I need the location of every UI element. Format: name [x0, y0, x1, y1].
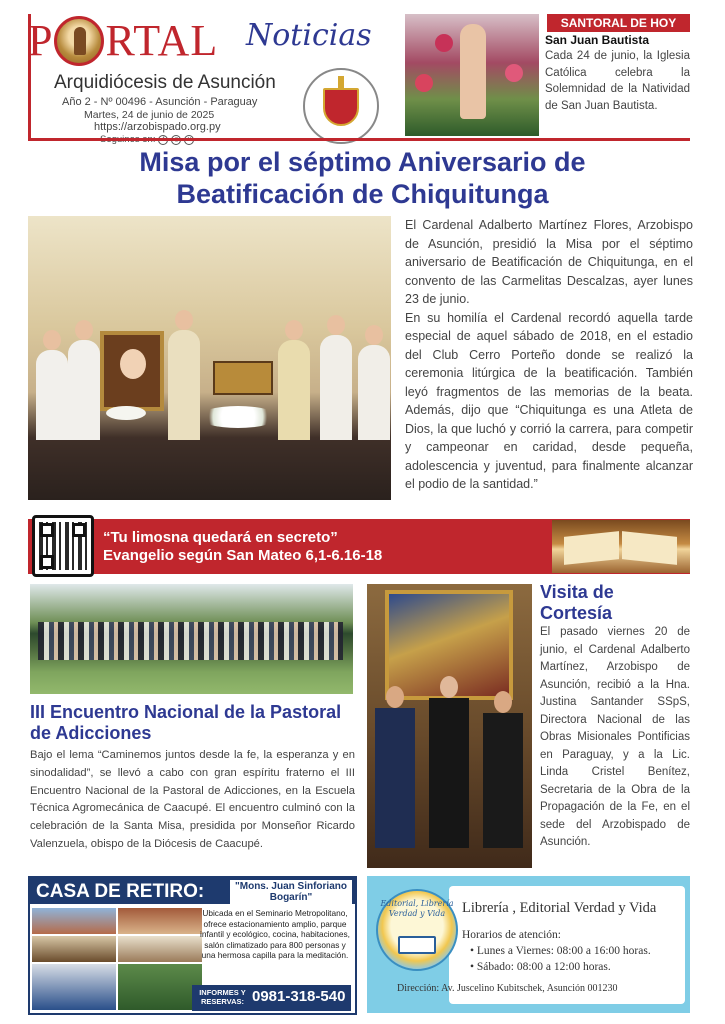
person-figure — [320, 335, 352, 440]
logo-virgin-medallion-icon — [54, 16, 104, 66]
retiro-photo — [118, 936, 202, 962]
person-figure — [36, 350, 68, 440]
person-figure — [68, 340, 100, 440]
santoral-text: Cada 24 de junio, la Iglesia Católica celebra la Solemnidad de la Natividad de San Juan Bautista. — [545, 50, 690, 112]
retiro-description: Ubicada en el Seminario Metropolitano, ofrece estacionamiento amplio, parque infantil y ecológico, cocina, habitaciones, salón climatizado para 800 personas y una hermosa capilla para la meditación. — [200, 908, 350, 960]
retiro-photo — [118, 964, 202, 1010]
person-figure — [358, 345, 390, 440]
retiro-photo — [32, 964, 116, 1010]
crowd-figure — [38, 622, 343, 660]
main-headline[interactable] — [30, 146, 695, 210]
libreria-address: Dirección: Av. Juscelino Kubitschek, Asunción 001230 — [397, 983, 618, 994]
flowers-icon — [106, 406, 146, 420]
open-bible-image — [552, 520, 690, 573]
logo-letters-rtal: RTAL — [105, 16, 219, 65]
issue-date: Martes, 24 de junio de 2025 — [84, 109, 215, 121]
reliquary-icon — [213, 361, 273, 395]
mass-photo — [28, 216, 391, 500]
flower-icon — [415, 74, 433, 92]
libreria-hours-weekdays: • Lunes a Viernes: 08:00 a 16:00 horas. — [470, 945, 651, 957]
logo-script-noticias: Noticias — [246, 18, 372, 53]
website-link[interactable]: https://arzobispado.org.py — [94, 121, 221, 133]
qr-finder-icon — [40, 523, 54, 537]
main-paragraph-2: En su homilía el Cardenal recordó aquella tarde especial de aquel sábado de 2018, en el estadio del Club Cerro Porteño donde se realizó la ceremonia litúrgica de la beatificación. También leyó fragmentos de las memorias de la beata. Además, dijo que “Chiquitunga es una Atleta de Dios, la que luchó y corrió la carrera, para competir y campeonar en caridad, desde pequeña, adolescencia y juventud, para finalmente alcanzar el podio de la santidad.” — [405, 310, 693, 491]
main-article-body — [405, 216, 693, 494]
portal-logo[interactable] — [28, 16, 218, 66]
main-paragraph-1: El Cardenal Adalberto Martínez Flores, Arzobispo de Asunción, presidió la Misa por el séptimo aniversario de Beatificación de Chiquitunga, en el convento de las Carmelitas Descalzas, ayer lunes 23 de junio. — [405, 218, 693, 306]
chiquitunga-portrait — [100, 331, 164, 411]
santoral-image — [405, 14, 539, 136]
encuentro-group-photo — [30, 584, 353, 694]
coat-of-arms-icon — [323, 88, 359, 126]
main-headline-line-2: Beatificación de Chiquitunga — [176, 179, 549, 209]
gospel-quote: “Tu limosna quedará en secreto” — [103, 529, 338, 546]
header-divider — [28, 138, 690, 141]
flower-icon — [505, 64, 523, 82]
libreria-hours-saturday: • Sábado: 08:00 a 12:00 horas. — [470, 961, 611, 973]
person-figure — [483, 713, 523, 848]
retiro-phone-label: INFORMES Y RESERVAS: — [199, 988, 246, 1006]
masthead-subtitle: Arquidiócesis de Asunción — [54, 72, 276, 93]
hours-saturday-text: Sábado: 08:00 a 12:00 horas. — [476, 961, 611, 973]
main-headline-line-1: Misa por el séptimo Aniversario de — [139, 147, 586, 177]
libreria-logo-text: Editorial, Librería Verdad y Vida — [380, 899, 454, 918]
santoral-tag: SANTORAL DE HOY — [547, 14, 690, 32]
retiro-phone-number[interactable]: 0981-318-540 — [252, 988, 346, 1005]
retiro-photo — [118, 908, 202, 934]
logo-letter-p: P — [28, 16, 54, 65]
retiro-title: CASA DE RETIRO: — [36, 881, 205, 902]
hours-weekdays-text: Lunes a Viernes: 08:00 a 16:00 horas. — [476, 945, 651, 957]
retiro-name: "Mons. Juan Sinforiano Bogarín" — [230, 880, 352, 904]
bible-page — [622, 531, 677, 565]
libreria-hours-label: Horarios de atención: — [462, 929, 561, 941]
person-figure — [168, 330, 200, 440]
visita-photo — [367, 584, 532, 868]
flowers-icon — [198, 406, 278, 428]
visita-body: El pasado viernes 20 de junio, el Cardenal Adalberto Martínez, Arzobispo de Asunción, recibió a la Hna. Justina Santander SSpS, Directora Nacional de las Obras Misionales Pontificias en Paraguay, y a la Lic. Linda Cristel Benítez, Secretaria de la Obra de la Propagación de la Fe, en el sede del Arzobispado de Asunción. — [540, 626, 690, 848]
retiro-photo — [32, 908, 116, 934]
edition-info: Año 2 - Nº 00496 - Asunción - Paraguay — [62, 96, 258, 108]
flower-icon — [435, 34, 453, 52]
qr-finder-icon — [72, 523, 86, 537]
person-figure — [375, 708, 415, 848]
archdiocese-seal — [303, 68, 379, 144]
encuentro-body: Bajo el lema “Caminemos juntos desde la fe, la esperanza y en sinodalidad”, se llevó a cabo con gran espíritu fraterno el III Encuentro Nacional de la Pastoral de Adicciones, en la Escuela Técnica Agromecánica de Caacupé. El encuentro culminó con la celebración de la Santa Misa, presidida por Monseñor Ricardo Valenzuela, obispo de la Diócesis de Caacupé. — [30, 749, 355, 850]
santoral-saint-name: San Juan Bautista — [545, 33, 650, 47]
open-book-icon — [398, 936, 436, 954]
gospel-reference: Evangelio según San Mateo 6,1-6.16-18 — [103, 547, 383, 564]
masthead — [28, 10, 400, 138]
visita-title[interactable]: Visita de Cortesía — [540, 582, 614, 623]
bible-page — [564, 531, 619, 565]
qr-finder-icon — [40, 555, 54, 569]
person-figure — [429, 698, 469, 848]
saint-statue-icon — [460, 24, 486, 119]
libreria-title: Librería , Editorial Verdad y Vida — [462, 900, 657, 916]
retiro-photo — [32, 936, 116, 962]
encuentro-title[interactable]: III Encuentro Nacional de la Pastoral de Adicciones — [30, 702, 342, 743]
qr-code-icon[interactable] — [32, 515, 94, 577]
person-figure — [278, 340, 310, 440]
